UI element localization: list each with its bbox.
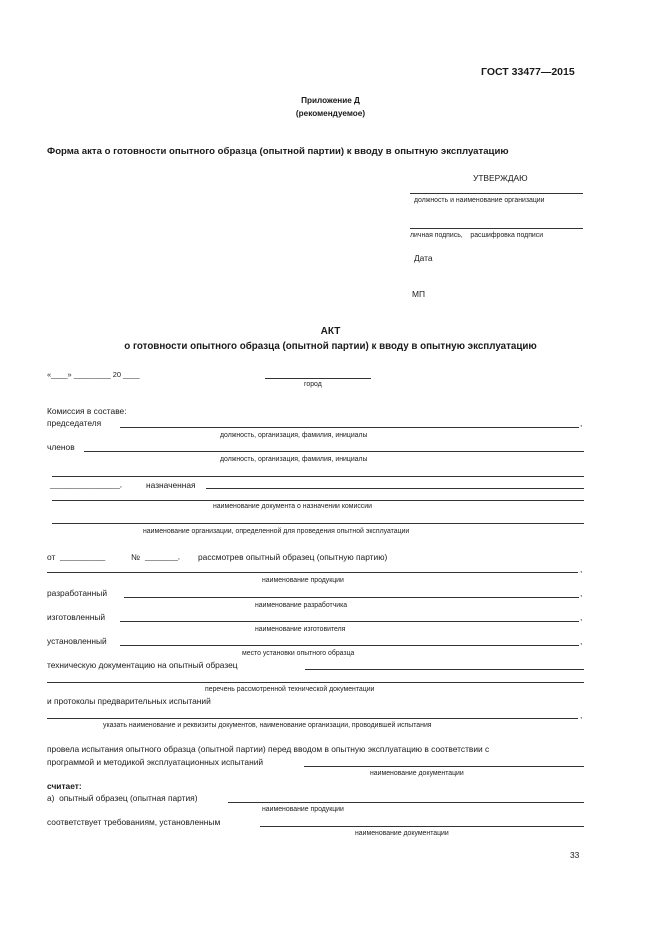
developer-line bbox=[124, 597, 579, 598]
manufacturer-comma: , bbox=[580, 612, 583, 622]
product-caption: наименование продукции bbox=[262, 577, 344, 584]
manufacturer-line bbox=[120, 621, 579, 622]
installed-label: установленный bbox=[47, 636, 107, 646]
from-label: от bbox=[47, 552, 56, 562]
complies-caption: наименование документации bbox=[355, 830, 449, 837]
product-line bbox=[47, 572, 578, 573]
developer-caption: наименование разработчика bbox=[255, 602, 348, 609]
protocols-line bbox=[47, 718, 578, 719]
approve-label: УТВЕРЖДАЮ bbox=[473, 173, 528, 183]
chairman-comma: , bbox=[580, 418, 583, 428]
commission-label: Комиссия в составе: bbox=[47, 406, 127, 416]
org-line bbox=[52, 523, 584, 524]
developed-label: разработанный bbox=[47, 588, 107, 598]
act-subtitle: о готовности опытного образца (опытной партии) к вводу в опытную эксплуатацию bbox=[124, 341, 537, 352]
members-line-2 bbox=[52, 476, 584, 477]
complies-line bbox=[260, 826, 584, 827]
form-title: Форма акта о готовности опытного образца (опытной партии) к вводу в опытную эксплуатацию bbox=[47, 146, 509, 157]
developer-comma: , bbox=[580, 588, 583, 598]
signature-caption: личная подпись, расшифровка подписи bbox=[410, 232, 544, 239]
location-comma: , bbox=[580, 636, 583, 646]
members-caption: должность, организация, фамилия, инициалы bbox=[220, 456, 368, 463]
location-line bbox=[120, 645, 579, 646]
appendix-note: (рекомендуемое) bbox=[295, 109, 366, 118]
item-a-label: а) опытный образец (опытная партия) bbox=[47, 793, 198, 803]
act-date: «____» _________ 20 ____ bbox=[47, 370, 140, 379]
program-line bbox=[304, 766, 584, 767]
stamp-label: МП bbox=[412, 289, 425, 299]
from-blank: ___________ bbox=[60, 552, 106, 561]
tech-docs-line-2 bbox=[47, 682, 584, 683]
tech-docs-label: техническую документацию на опытный образец bbox=[47, 660, 238, 670]
appointed-line bbox=[206, 488, 584, 489]
page-number: 33 bbox=[570, 850, 580, 860]
item-a-caption: наименование продукции bbox=[262, 806, 344, 813]
position-line bbox=[410, 193, 583, 194]
appointed-label: назначенная bbox=[146, 480, 196, 490]
chairman-line bbox=[120, 427, 579, 428]
org-caption: наименование организации, определенной для проведения опытной эксплуатации bbox=[143, 528, 410, 535]
protocols-label: и протоколы предварительных испытаний bbox=[47, 696, 211, 706]
act-title: АКТ bbox=[320, 326, 341, 337]
city-caption: город bbox=[304, 381, 322, 388]
manufactured-label: изготовленный bbox=[47, 612, 106, 622]
performed-text-1: провела испытания опытного образца (опытной партии) перед вводом в опытную эксплуатацию в соответствии с bbox=[47, 744, 490, 754]
manufacturer-caption: наименование изготовителя bbox=[255, 626, 346, 633]
location-caption: место установки опытного образца bbox=[242, 650, 355, 657]
protocols-caption: указать наименование и реквизиты документов, наименование организации, проводившей испытания bbox=[103, 722, 432, 729]
appendix-label: Приложение Д bbox=[301, 96, 360, 105]
protocols-comma: , bbox=[580, 710, 583, 720]
appointed-prefix: _________________, bbox=[50, 480, 122, 489]
number-label: № bbox=[131, 552, 140, 562]
position-caption: должность и наименование организации bbox=[414, 197, 545, 204]
signature-line bbox=[410, 228, 583, 229]
performed-text-2: программой и методикой эксплуатационных испытаний bbox=[47, 757, 264, 767]
date-label: Дата bbox=[414, 253, 433, 263]
item-a-line bbox=[228, 802, 584, 803]
standard-number: ГОСТ 33477—2015 bbox=[481, 66, 575, 78]
members-line bbox=[84, 451, 584, 452]
reviewed-text: рассмотрев опытный образец (опытную партию) bbox=[198, 552, 388, 562]
product-comma: , bbox=[580, 564, 583, 574]
considers-label: считает: bbox=[47, 781, 82, 791]
tech-docs-caption: перечень рассмотренной технической документации bbox=[205, 686, 375, 693]
number-blank: ________, bbox=[145, 552, 180, 561]
program-caption: наименование документации bbox=[370, 770, 464, 777]
appointing-doc-caption: наименование документа о назначении комиссии bbox=[213, 503, 372, 510]
chairman-caption: должность, организация, фамилия, инициалы bbox=[220, 432, 368, 439]
complies-label: соответствует требованиям, установленным bbox=[47, 817, 221, 827]
members-label: членов bbox=[47, 442, 75, 452]
city-line bbox=[265, 378, 371, 379]
chairman-label: председателя bbox=[47, 418, 102, 428]
tech-docs-line bbox=[305, 669, 584, 670]
appointed-line-2 bbox=[52, 500, 584, 501]
